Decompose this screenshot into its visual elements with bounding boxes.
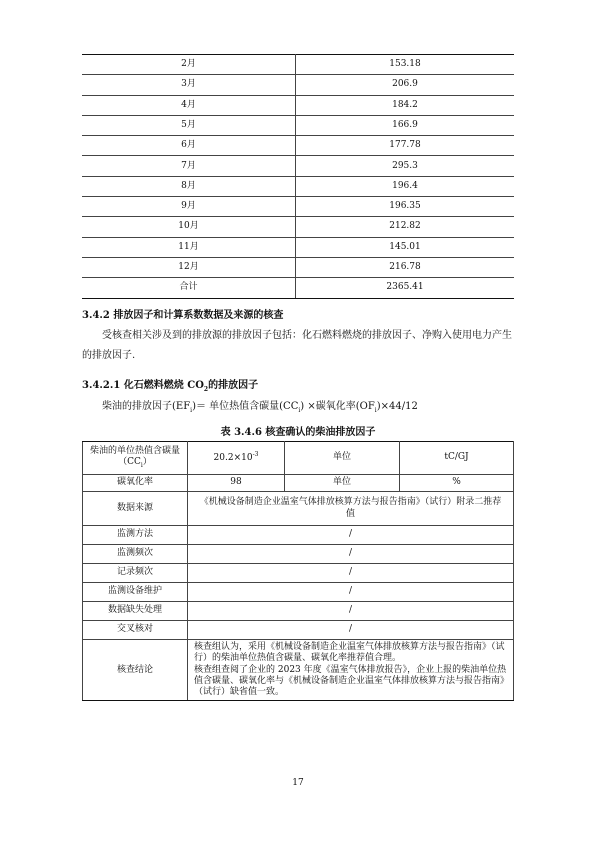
month-cell: 9月 (82, 197, 296, 217)
month-cell: 7月 (82, 156, 296, 176)
row-value: / (188, 526, 514, 545)
row-label: 数据缺失处理 (83, 602, 188, 621)
formula-sub-2: i (298, 407, 301, 414)
of-unit-label: 单位 (285, 475, 400, 492)
formula-sub-1: i (190, 407, 193, 414)
cc-label-close: ） (142, 457, 152, 468)
diesel-emission-factor-table (82, 441, 514, 701)
section-342-heading: 3.4.2 排放因子和计算系数数据及来源的核查 (82, 310, 284, 321)
month-cell: 3月 (82, 75, 296, 95)
row-value: / (188, 602, 514, 621)
row-label: 监测设备维护 (83, 583, 188, 602)
diesel-table-row (83, 545, 514, 564)
diesel-table-row (83, 621, 514, 640)
month-cell: 6月 (82, 136, 296, 156)
cc-label-cell (83, 442, 188, 475)
source-label: 数据来源 (83, 492, 188, 526)
value-cell: 153.18 (296, 55, 515, 75)
conclusion-paragraph-2: 核查组查阅了企业的 2023 年度《温室气体排放报告》，企业上报的柴油单位热值含碳量、碳氧化率与《机械设备制造企业温室气体排放核算方法与报告指南》（试行）缺省值一致。 (194, 664, 507, 697)
cc-value-cell (188, 442, 285, 475)
row-label: 监测方法 (83, 526, 188, 545)
conclusion-text (188, 640, 514, 701)
value-cell: 212.82 (296, 217, 515, 237)
value-cell: 184.2 (296, 95, 515, 115)
diesel-table-row (83, 583, 514, 602)
value-cell: 177.78 (296, 136, 515, 156)
monthly-table-row (82, 75, 514, 95)
conclusion-label: 核查结论 (83, 640, 188, 701)
formula-sub-3: i (374, 407, 377, 414)
value-cell: 196.4 (296, 176, 515, 196)
monthly-emission-table (82, 54, 514, 299)
of-unit-value: % (400, 475, 514, 492)
diesel-table-row (83, 564, 514, 583)
source-value: 《机械设备制造企业温室气体排放核算方法与报告指南》（试行）附录二推荐值 (188, 492, 514, 526)
monthly-table-row (82, 197, 514, 217)
monthly-table-row (82, 176, 514, 196)
monthly-table-row (82, 156, 514, 176)
cc-unit-label: 单位 (285, 442, 400, 475)
value-cell: 295.3 (296, 156, 515, 176)
month-cell: 合计 (82, 278, 296, 298)
conclusion-paragraph-1: 核查组认为，采用《机械设备制造企业温室气体排放核算方法与报告指南》（试行）的柴油单位热值含碳量、碳氧化率推荐值合理。 (194, 642, 505, 664)
section-3421-heading-prefix: 3.4.2.1 化石燃料燃烧 CO (82, 380, 204, 391)
page-number: 17 (292, 778, 304, 788)
of-label: 碳氧化率 (83, 475, 188, 492)
emission-factor-formula (102, 397, 418, 421)
row-label: 交叉核对 (83, 621, 188, 640)
conclusion-row (83, 640, 514, 701)
value-cell: 145.01 (296, 237, 515, 257)
monthly-table-row (82, 257, 514, 277)
of-value: 98 (188, 475, 285, 492)
section-3421-heading-sub: 2 (203, 386, 209, 393)
monthly-table-row (82, 115, 514, 135)
month-cell: 8月 (82, 176, 296, 196)
month-cell: 11月 (82, 237, 296, 257)
monthly-table-row (82, 55, 514, 75)
value-cell: 196.35 (296, 197, 515, 217)
monthly-table-row (82, 237, 514, 257)
diesel-table-row (83, 526, 514, 545)
cc-label-main: 柴油的单位热值含碳量（CC (89, 446, 180, 468)
value-cell: 206.9 (296, 75, 515, 95)
monthly-table-row (82, 217, 514, 237)
value-cell: 216.78 (296, 257, 515, 277)
formula-part-4: )×44/12 (376, 401, 418, 412)
diesel-table-caption: 表 3.4.6 核查确认的柴油排放因子 (220, 427, 376, 438)
month-cell: 5月 (82, 115, 296, 135)
monthly-table-row (82, 278, 514, 298)
diesel-table-row (83, 602, 514, 621)
section-3421-heading (82, 376, 258, 393)
cc-value-base: 20.2×10 (213, 453, 253, 464)
cc-label-sub: i (140, 462, 143, 470)
month-cell: 12月 (82, 257, 296, 277)
formula-part-3: ) ×碳氧化率(OF (300, 401, 375, 412)
month-cell: 10月 (82, 217, 296, 237)
row-label: 记录频次 (83, 564, 188, 583)
monthly-table-row (82, 136, 514, 156)
value-cell: 166.9 (296, 115, 515, 135)
row-value: / (188, 564, 514, 583)
value-cell: 2365.41 (296, 278, 515, 298)
monthly-table-row (82, 95, 514, 115)
row-value: / (188, 545, 514, 564)
cc-value-exp: -3 (252, 451, 259, 459)
formula-part-2: )＝ 单位热值含碳量(CC (192, 401, 299, 412)
cc-unit-value: tC/GJ (400, 442, 514, 475)
section-3421-heading-suffix: 的排放因子 (208, 380, 259, 391)
row-value: / (188, 583, 514, 602)
row-label: 监测频次 (83, 545, 188, 564)
month-cell: 4月 (82, 95, 296, 115)
section-342-paragraph: 受核查相关涉及到的排放源的排放因子包括：化石燃料燃烧的排放因子、净购入使用电力产生的排放因子. (82, 330, 512, 361)
formula-part-1: 柴油的排放因子(EF (102, 401, 191, 412)
row-value: / (188, 621, 514, 640)
month-cell: 2月 (82, 55, 296, 75)
